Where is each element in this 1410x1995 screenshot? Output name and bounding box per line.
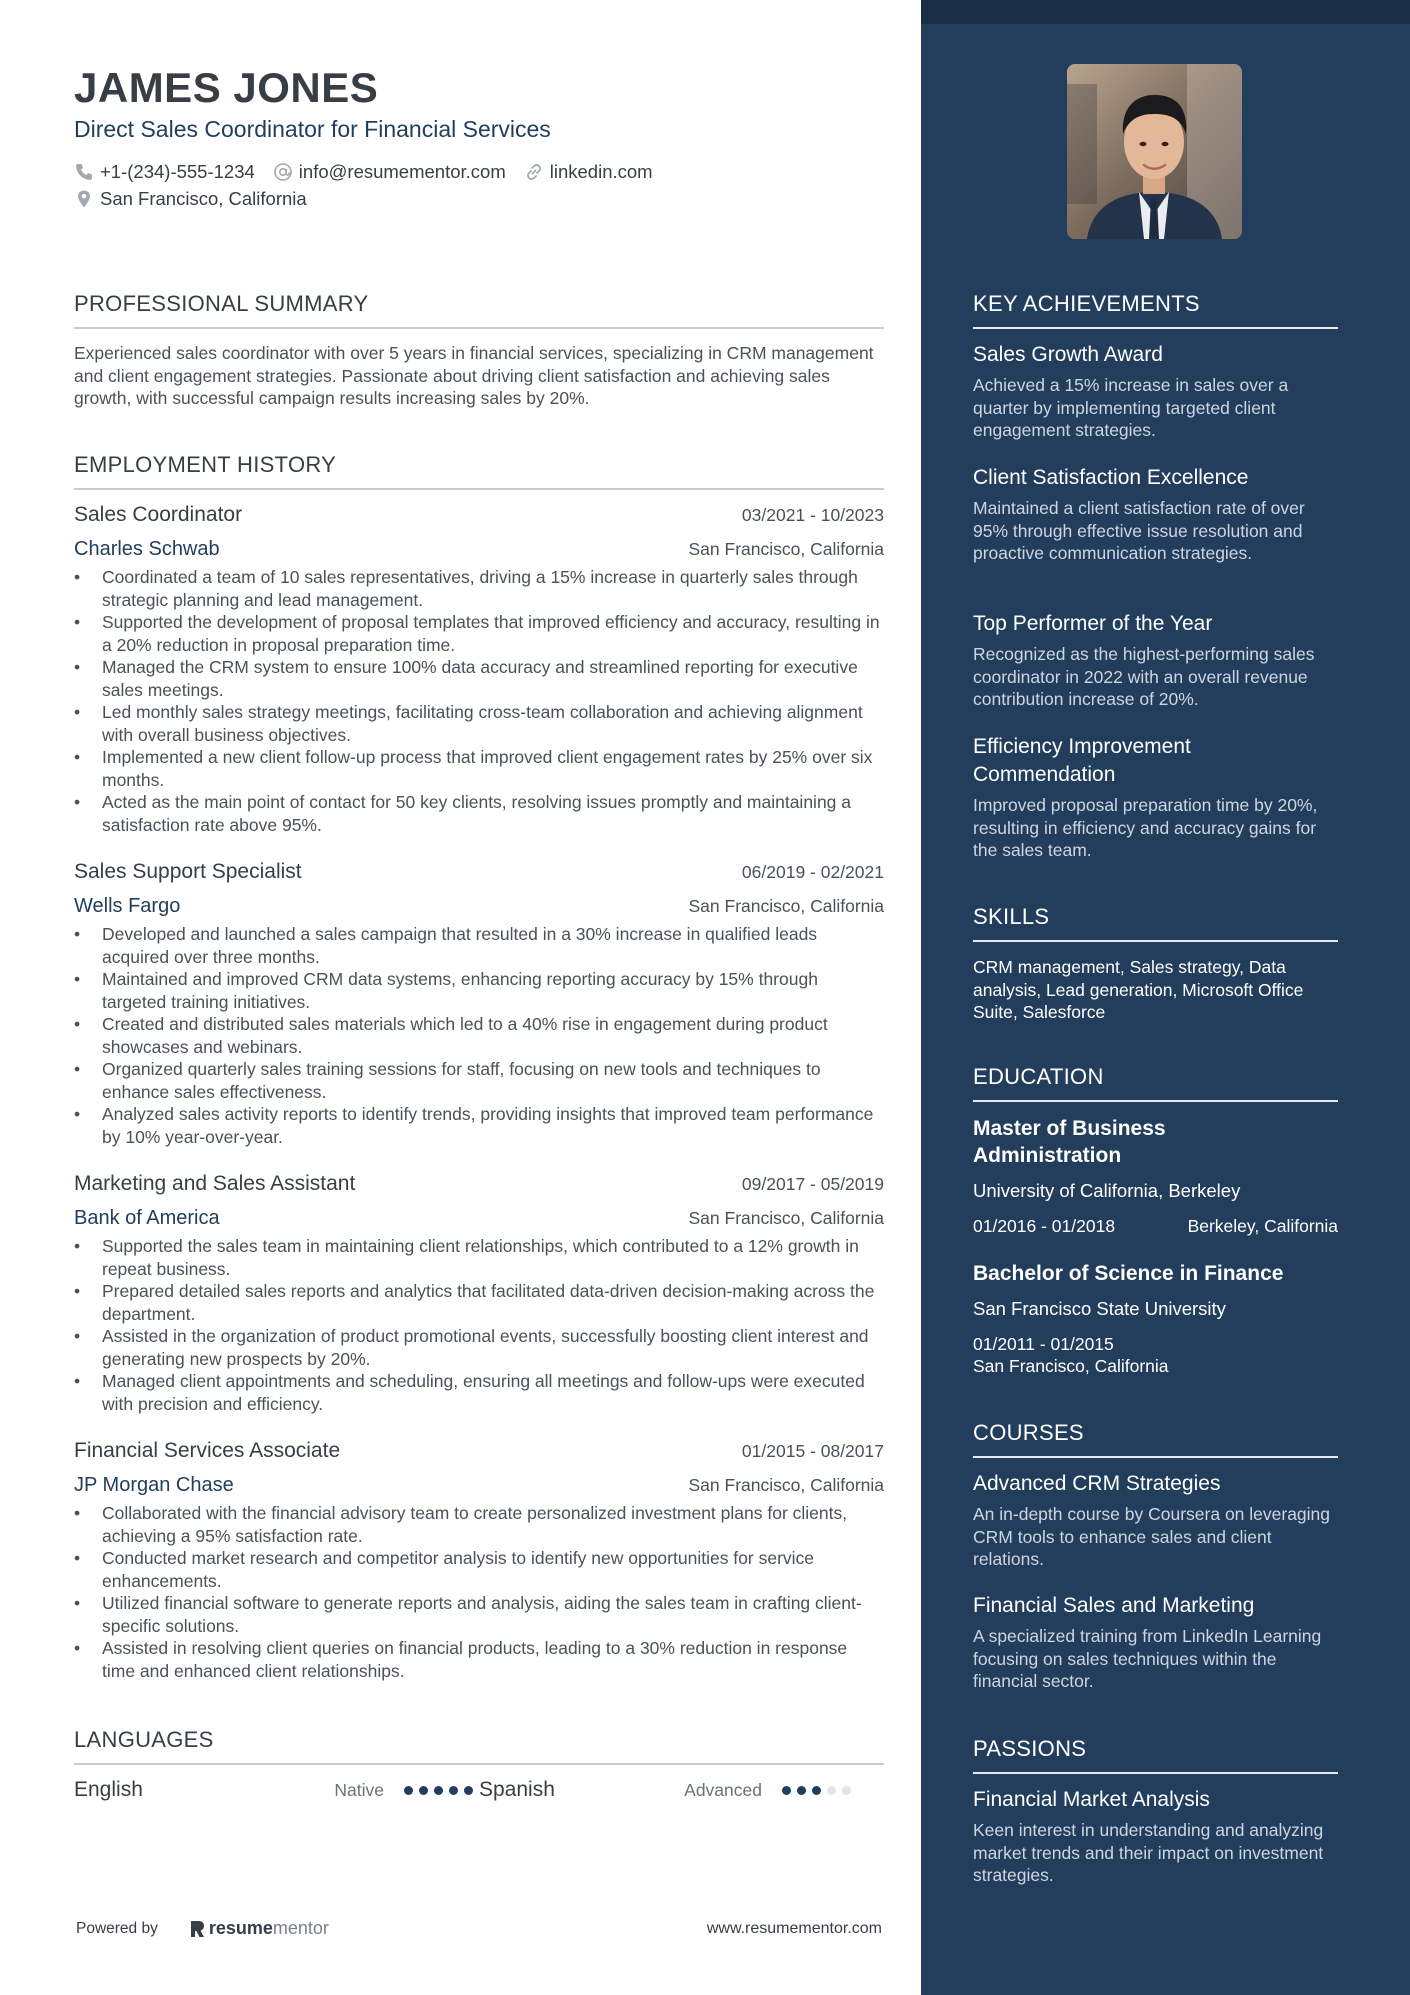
job-bullets: [74, 1235, 884, 1415]
summary-text: Experienced sales coordinator with over 5 years in financial services, specializing in CRM management and client engagement strategies. Passionate about driving client satisfaction and achieving sales growth, with successful campaign results increasing sales by 20%.: [74, 343, 874, 408]
footer: [76, 1918, 882, 1939]
achievements-heading: KEY ACHIEVEMENTS: [973, 291, 1338, 329]
job-bullets: [74, 566, 884, 836]
email-text: info@resumementor.com: [298, 161, 506, 182]
job-dates: 09/2017 - 05/2019: [741, 1174, 884, 1194]
candidate-title: Direct Sales Coordinator for Financial Services: [74, 116, 551, 142]
language-rating: [404, 1786, 479, 1795]
languages-heading: LANGUAGES: [74, 1727, 884, 1765]
language-name: Spanish: [479, 1778, 555, 1801]
summary-heading: PROFESSIONAL SUMMARY: [74, 291, 884, 329]
job-bullet: • Assisted in the organization of product promotional events, successfully boosting client interest and generating new prospects by 20%.: [74, 1325, 884, 1370]
language-name: English: [74, 1778, 143, 1801]
phone-icon: [74, 162, 94, 182]
sidebar: [921, 0, 1410, 1995]
job-location: San Francisco, California: [688, 1208, 884, 1228]
job-bullet: • Implemented a new client follow-up process that improved client engagement rates by 25% over six months.: [74, 746, 884, 791]
rating-dot-filled: [434, 1786, 443, 1795]
job-bullet: • Prepared detailed sales reports and analytics that facilitated data-driven decision-making across the department.: [74, 1280, 884, 1325]
employment-heading: EMPLOYMENT HISTORY: [74, 452, 884, 490]
achievement-item: [973, 733, 1338, 862]
job-bullet: • Coordinated a team of 10 sales representatives, driving a 15% increase in quarterly sales through strategic planning and lead management.: [74, 566, 884, 611]
footer-url[interactable]: www.resumementor.com: [706, 1919, 882, 1937]
rating-dot-empty: [842, 1786, 851, 1795]
brand-resume: resume: [208, 1918, 273, 1938]
contact-row: [74, 161, 671, 183]
job-bullets: [74, 1502, 884, 1682]
education-heading: EDUCATION: [973, 1064, 1338, 1102]
course-text: A specialized training from LinkedIn Learning focusing on sales techniques within the financial sector.: [973, 1626, 1322, 1691]
job-bullet: • Developed and launched a sales campaign that resulted in a 30% increase in qualified leads acquired over three months.: [74, 923, 884, 968]
achievement-title: Client Satisfaction Excellence: [973, 466, 1249, 489]
achievement-text: Improved proposal preparation time by 20%, resulting in efficiency and accuracy gains for the sales team.: [973, 795, 1318, 860]
location-text: San Francisco, California: [100, 188, 307, 209]
education-school: University of California, Berkeley: [973, 1180, 1241, 1201]
language-item: [74, 1778, 479, 1802]
job-bullet: • Supported the sales team in maintaining client relationships, which contributed to a 12% growth in repeat business.: [74, 1235, 884, 1280]
passion-title: Financial Market Analysis: [973, 1788, 1210, 1811]
resumementor-logo-icon: [188, 1919, 206, 1939]
job-role: Marketing and Sales Assistant: [74, 1172, 356, 1195]
job-role: Sales Coordinator: [74, 503, 243, 526]
job-dates: 03/2021 - 10/2023: [741, 505, 884, 525]
link-icon: [524, 162, 544, 182]
candidate-name: JAMES JONES: [74, 64, 379, 111]
brand-mentor: mentor: [272, 1918, 329, 1938]
contact-email[interactable]: [273, 161, 506, 183]
passion-item: [973, 1786, 1338, 1887]
job-bullet: • Created and distributed sales materials which led to a 40% rise in engagement during product showcases and webinars.: [74, 1013, 884, 1058]
passion-text: Keen interest in understanding and analyzing market trends and their impact on investment strategies.: [973, 1820, 1324, 1885]
course-item: [973, 1470, 1338, 1571]
powered-by[interactable]: [76, 1918, 329, 1939]
achievement-text: Maintained a client satisfaction rate of over 95% through effective issue resolution and proactive communication strategies.: [973, 498, 1305, 563]
job-bullet: • Managed the CRM system to ensure 100% data accuracy and streamlined reporting for executive sales meetings.: [74, 656, 884, 701]
languages-list: [74, 1778, 884, 1802]
education-meta: [973, 1215, 1338, 1237]
job-bullet: • Assisted in resolving client queries on financial products, leading to a 30% reduction in response time and enhanced client relationships.: [74, 1637, 884, 1682]
education-school: San Francisco State University: [973, 1298, 1226, 1319]
at-icon: [273, 162, 293, 182]
language-level: Native: [334, 1779, 384, 1800]
skills-heading: SKILLS: [973, 904, 1338, 942]
rating-dot-filled: [812, 1786, 821, 1795]
achievement-title: Top Performer of the Year: [973, 612, 1213, 635]
job-bullet: • Analyzed sales activity reports to identify trends, providing insights that improved team performance by 10% year-over-year.: [74, 1103, 884, 1148]
powered-by-label: Powered by: [76, 1919, 158, 1937]
contact-linkedin[interactable]: [524, 161, 653, 183]
education-item: [973, 1115, 1338, 1237]
achievement-item: [973, 610, 1338, 711]
education-dates: 01/2011 - 01/2015: [973, 1334, 1114, 1354]
rating-dot-filled: [464, 1786, 473, 1795]
job-dates: 06/2019 - 02/2021: [741, 862, 884, 882]
language-item: [479, 1778, 884, 1802]
rating-dot-filled: [797, 1786, 806, 1795]
brand-logo: [188, 1918, 329, 1939]
sidebar-top-strip: [921, 0, 1410, 24]
skills-text: CRM management, Sales strategy, Data analysis, Lead generation, Microsoft Office Suite, Salesforce: [973, 957, 1304, 1022]
job-entry: [74, 503, 884, 836]
job-bullet: • Utilized financial software to generate reports and analysis, aiding the sales team in crafting client-specific solutions.: [74, 1592, 884, 1637]
job-company: Bank of America: [74, 1207, 220, 1229]
achievement-text: Recognized as the highest-performing sales coordinator in 2022 with an overall revenue contribution increase of 20%.: [973, 644, 1315, 709]
rating-dot-filled: [449, 1786, 458, 1795]
job-dates: 01/2015 - 08/2017: [741, 1441, 884, 1461]
phone-text: +1-(234)-555-1234: [100, 161, 255, 182]
rating-dot-empty: [827, 1786, 836, 1795]
job-entry: [74, 1439, 884, 1682]
location-pin-icon: [74, 189, 94, 209]
achievement-title: Efficiency Improvement Commendation: [973, 735, 1191, 786]
job-location: San Francisco, California: [688, 1475, 884, 1495]
education-degree: Master of Business Administration: [973, 1117, 1166, 1167]
job-bullet: • Supported the development of proposal templates that improved efficiency and accuracy, resulting in a 20% reduction in proposal preparation time.: [74, 611, 884, 656]
education-meta: [973, 1333, 1338, 1377]
job-role: Sales Support Specialist: [74, 860, 302, 883]
job-bullet: • Collaborated with the financial advisory team to create personalized investment plans for clients, achieving a 95% satisfaction rate.: [74, 1502, 884, 1547]
job-bullet: • Conducted market research and competitor analysis to identify new opportunities for service enhancements.: [74, 1547, 884, 1592]
job-location: San Francisco, California: [688, 539, 884, 559]
job-bullet: • Acted as the main point of contact for 50 key clients, resolving issues promptly and maintaining a satisfaction rate above 95%.: [74, 791, 884, 836]
language-level: Advanced: [684, 1779, 762, 1800]
contact-location: [74, 188, 307, 210]
course-text: An in-depth course by Coursera on leveraging CRM tools to enhance sales and client relations.: [973, 1504, 1331, 1569]
education-item: [973, 1260, 1338, 1377]
job-role: Financial Services Associate: [74, 1439, 341, 1462]
education-dates: 01/2016 - 01/2018: [973, 1216, 1116, 1236]
rating-dot-filled: [404, 1786, 413, 1795]
profile-photo: [1067, 64, 1242, 239]
job-bullet: • Led monthly sales strategy meetings, facilitating cross-team collaboration and achieving alignment with overall business objectives.: [74, 701, 884, 746]
passions-heading: PASSIONS: [973, 1736, 1338, 1774]
rating-dot-filled: [419, 1786, 428, 1795]
course-title: Advanced CRM Strategies: [973, 1472, 1221, 1495]
courses-heading: COURSES: [973, 1420, 1338, 1458]
job-bullet: • Managed client appointments and scheduling, ensuring all meetings and follow-ups were executed with precision and efficiency.: [74, 1370, 884, 1415]
job-company: Charles Schwab: [74, 538, 220, 560]
course-item: [973, 1592, 1338, 1693]
job-entry: [74, 860, 884, 1148]
job-entry: [74, 1172, 884, 1415]
achievement-text: Achieved a 15% increase in sales over a quarter by implementing targeted client engagement strategies.: [973, 375, 1289, 440]
education-location: San Francisco, California: [973, 1356, 1169, 1376]
linkedin-text: linkedin.com: [549, 161, 653, 182]
job-bullet: • Organized quarterly sales training sessions for staff, focusing on new tools and techniques to enhance sales effectiveness.: [74, 1058, 884, 1103]
achievement-item: [973, 464, 1338, 565]
job-bullets: [74, 923, 884, 1148]
profile-photo-image: [1067, 64, 1242, 239]
contact-row-location: [74, 188, 325, 210]
language-rating: [782, 1786, 857, 1795]
education-degree: Bachelor of Science in Finance: [973, 1262, 1284, 1285]
job-company: JP Morgan Chase: [74, 1474, 234, 1496]
job-company: Wells Fargo: [74, 895, 181, 917]
achievement-item: [973, 341, 1338, 442]
job-bullet: • Maintained and improved CRM data systems, enhancing reporting accuracy by 15% through targeted training initiatives.: [74, 968, 884, 1013]
job-location: San Francisco, California: [688, 896, 884, 916]
education-location: Berkeley, California: [1187, 1216, 1338, 1236]
course-title: Financial Sales and Marketing: [973, 1594, 1255, 1617]
achievement-title: Sales Growth Award: [973, 343, 1163, 366]
contact-phone[interactable]: [74, 161, 255, 183]
rating-dot-filled: [782, 1786, 791, 1795]
